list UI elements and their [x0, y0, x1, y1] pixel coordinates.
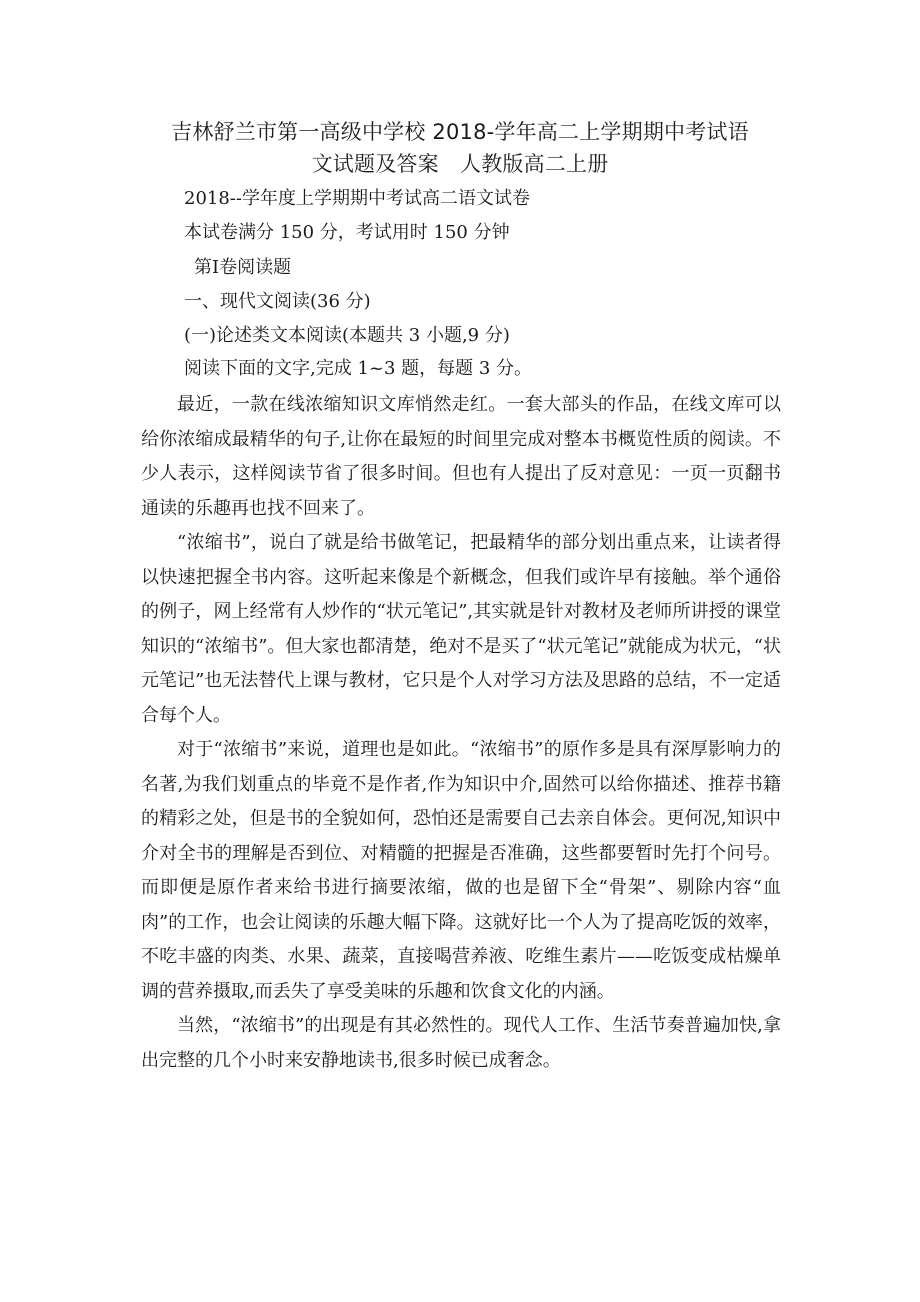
exam-subtitle: 2018--学年度上学期期中考试高二语文试卷 — [184, 188, 530, 209]
document-title-line-1: 吉林舒兰市第一高级中学校 2018-学年高二上学期期中考试语 — [171, 120, 749, 144]
section-volume-heading: 第Ⅰ卷阅读题 — [194, 257, 292, 278]
exam-info: 本试卷满分 150 分，考试用时 150 分钟 — [184, 222, 510, 243]
document-title-line-2: 文试题及答案 人教版高二上册 — [311, 152, 609, 176]
article-body — [141, 388, 781, 1078]
section-part-heading: 一、现代文阅读(36 分) — [184, 291, 371, 312]
paragraph: 当然，“浓缩书”的出现是有其必然性的。现代人工作、生活节奏普遍加快,拿出完整的几个小时来安静地读书,很多时候已成奢念。 — [141, 1015, 781, 1071]
paragraph: “浓缩书”，说白了就是给书做笔记，把最精华的部分划出重点来，让读者得以快速把握全书内容。这听起来像是个新概念，但我们或许早有接触。举个通俗的例子，网上经常有人炒作的“状元笔记”,其实就是针对教材及老师所讲授的课堂知识的“浓缩书”。但大家也都清楚，绝对不是买了“状元笔记”就能成为状元，“状元笔记”也无法替代上课与教材，它只是个人对学习方法及思路的总结，不一定适合每个人。 — [141, 532, 782, 726]
section-sub-heading: (一)论述类文本阅读(本题共 3 小题,9 分) — [184, 325, 510, 346]
paragraph: 最近，一款在线浓缩知识文库悄然走红。一套大部头的作品，在线文库可以给你浓缩成最精华的句子,让你在最短的时间里完成对整本书概览性质的阅读。不少人表示，这样阅读节省了很多时间。但也有人提出了反对意见：一页一页翻书通读的乐趣再也找不回来了。 — [141, 394, 781, 519]
reading-instruction: 阅读下面的文字,完成 1~3 题，每题 3 分。 — [184, 358, 533, 379]
paragraph: 对于“浓缩书”来说，道理也是如此。“浓缩书”的原作多是具有深厚影响力的名著,为我们划重点的毕竟不是作者,作为知识中介,固然可以给你描述、推荐书籍的精彩之处，但是书的全貌如何，恐怕还是需要自己去亲自体会。更何况,知识中介对全书的理解是否到位、对精髓的把握是否准确，这些都要暂时先打个问号。而即便是原作者来给书进行摘要浓缩，做的也是留下全“骨架”、剔除内容“血肉”的工作，也会让阅读的乐趣大幅下降。这就好比一个人为了提高吃饭的效率，不吃丰盛的肉类、水果、蔬菜，直接喝营养液、吃维生素片——吃饭变成枯燥单调的营养摄取,而丢失了享受美味的乐趣和饮食文化的内涵。 — [141, 739, 781, 1002]
